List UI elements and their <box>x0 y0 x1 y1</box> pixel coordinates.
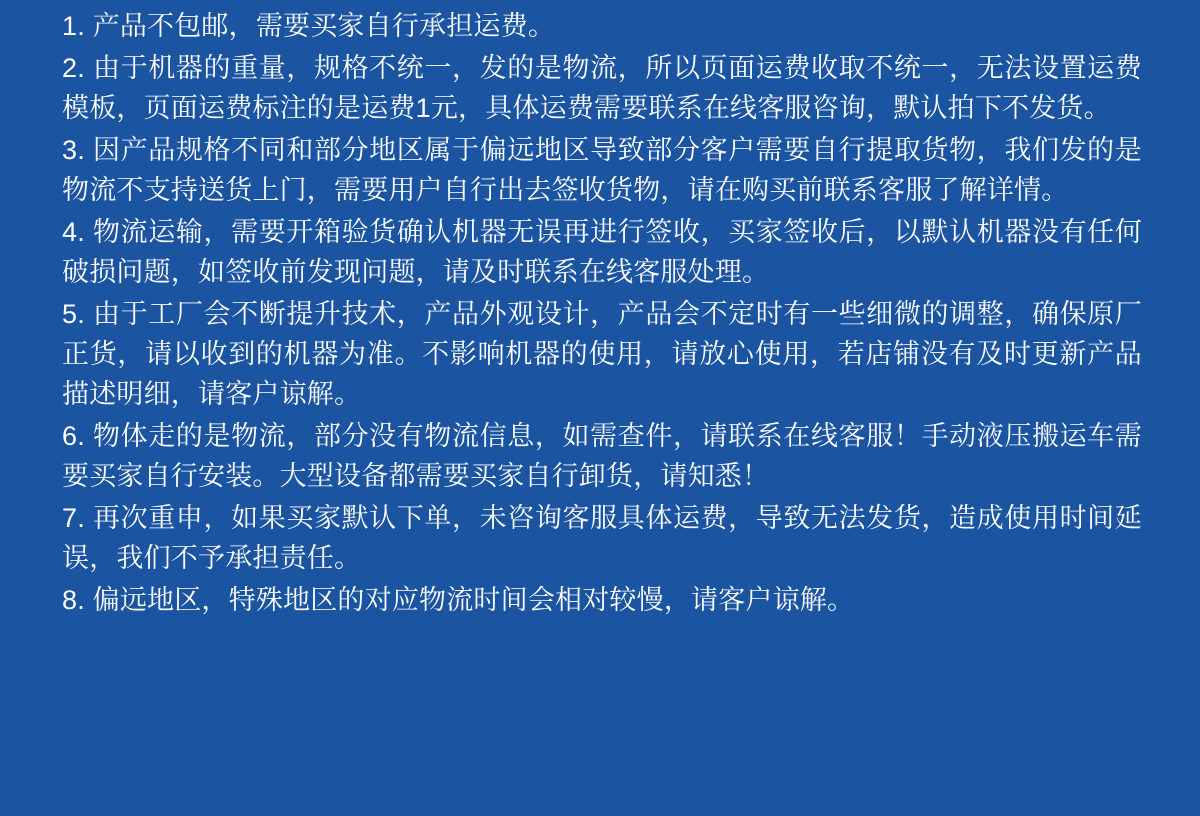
notice-item-2: 2. 由于机器的重量，规格不统一，发的是物流，所以页面运费收取不统一，无法设置运费模板，页面运费标注的是运费1元，具体运费需要联系在线客服咨询，默认拍下不发货。 <box>62 53 1142 123</box>
notice-item-6: 6. 物体走的是物流，部分没有物流信息，如需查件，请联系在线客服！手动液压搬运车需要买家自行安装。大型设备都需要买家自行卸货，请知悉！ <box>62 421 1142 491</box>
shipping-notice-list <box>62 6 1142 620</box>
notice-item-1: 1. 产品不包邮，需要买家自行承担运费。 <box>62 11 556 41</box>
notice-item-7: 7. 再次重申，如果买家默认下单，未咨询客服具体运费，导致无法发货，造成使用时间延误，我们不予承担责任。 <box>62 503 1142 573</box>
notice-item-3: 3. 因产品规格不同和部分地区属于偏远地区导致部分客户需要自行提取货物，我们发的是物流不支持送货上门，需要用户自行出去签收货物，请在购买前联系客服了解详情。 <box>62 135 1142 205</box>
notice-item-4: 4. 物流运输，需要开箱验货确认机器无误再进行签收，买家签收后，以默认机器没有任何破损问题，如签收前发现问题，请及时联系在线客服处理。 <box>62 217 1142 287</box>
notice-item-5: 5. 由于工厂会不断提升技术，产品外观设计，产品会不定时有一些细微的调整，确保原厂正货，请以收到的机器为准。不影响机器的使用，请放心使用，若店铺没有及时更新产品描述明细，请客户谅解。 <box>62 299 1142 409</box>
notice-item-8: 8. 偏远地区，特殊地区的对应物流时间会相对较慢，请客户谅解。 <box>62 585 855 615</box>
